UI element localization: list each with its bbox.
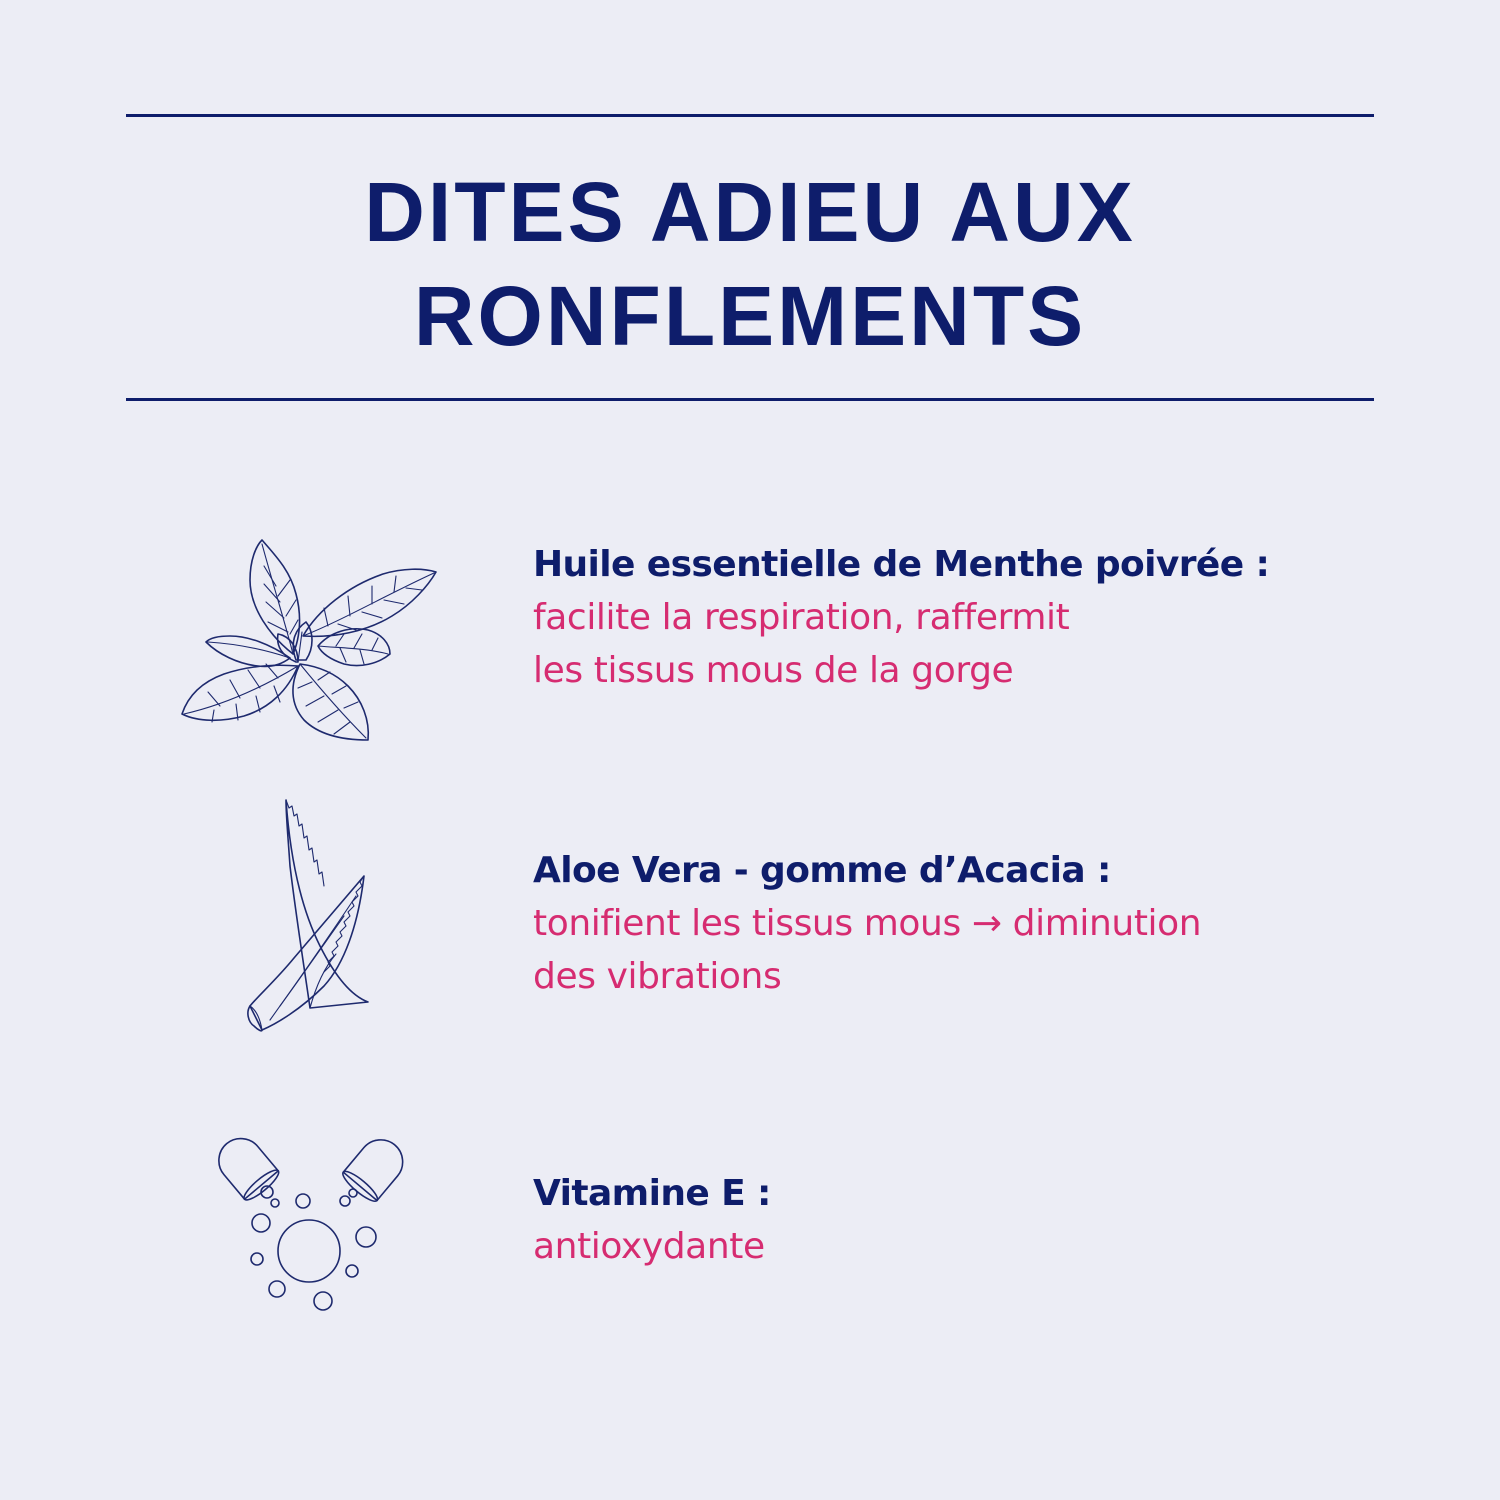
ingredient-description-line: des vibrations — [533, 956, 782, 997]
ingredient-description-line: antioxydante — [533, 1226, 765, 1267]
page-title — [126, 160, 1374, 368]
top-divider — [126, 114, 1374, 117]
mint-leaves-icon — [178, 536, 443, 741]
vitamin-capsules-icon — [205, 1131, 415, 1311]
ingredient-item-vitamin-e — [0, 1125, 1500, 1325]
bottom-divider — [126, 398, 1374, 401]
ingredient-text-aloe — [533, 844, 1433, 1003]
ingredient-title: Aloe Vera - gomme d’Acacia : — [533, 850, 1111, 891]
ingredient-item-aloe — [0, 790, 1500, 1040]
ingredient-title: Vitamine E : — [533, 1173, 771, 1214]
ingredient-item-mint — [0, 530, 1500, 750]
aloe-vera-icon — [240, 796, 380, 1036]
ingredient-text-mint — [533, 538, 1433, 697]
ingredient-text-vitamin-e — [533, 1167, 1433, 1273]
title-line-2: RONFLEMENTS — [413, 269, 1087, 363]
ingredient-description-line: les tissus mous de la gorge — [533, 650, 1014, 691]
ingredient-title: Huile essentielle de Menthe poivrée : — [533, 544, 1270, 585]
ingredient-description-line: tonifient les tissus mous → diminution — [533, 903, 1202, 944]
ingredient-description-line: facilite la respiration, raffermit — [533, 597, 1070, 638]
title-line-1: DITES ADIEU AUX — [364, 165, 1136, 259]
